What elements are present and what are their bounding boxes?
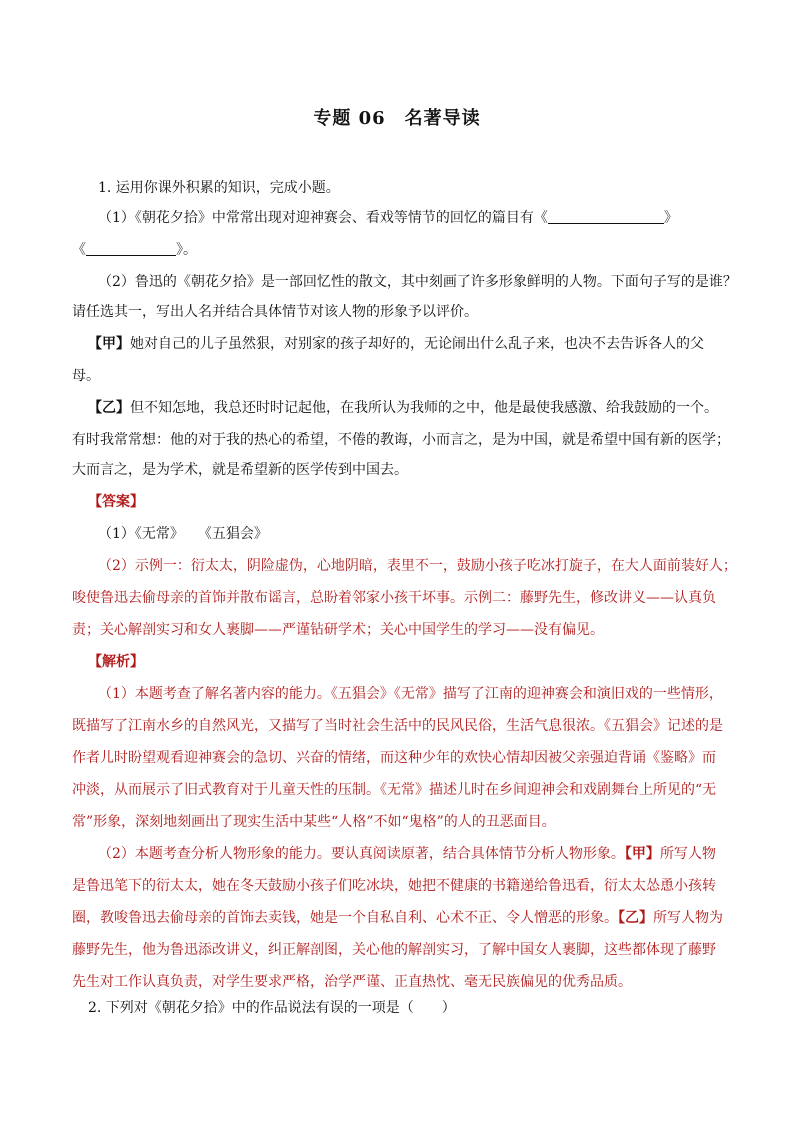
question-2-stem: 2. 下列对《朝花夕拾》中的作品说法有误的一项是（ ）: [88, 1000, 456, 1016]
yi-text: 但不知怎地，我总还时时记起他，在我所认为我师的之中，他是最使我感激、给我鼓励的一个。: [130, 400, 718, 416]
analysis-jia-label: 【甲】: [624, 846, 660, 862]
analysis-1-line-4: 冲淡，从而展示了旧式教育对于儿童天性的压制。《无常》描述儿时在乡间迎神会和戏剧舞台上所见的“无: [72, 782, 717, 798]
answer-label: 【答案】: [88, 494, 144, 510]
yi-line-1: [88, 398, 748, 418]
jia-line-1: [88, 334, 748, 354]
analysis-2-text-c: 圈，教唆鲁迅去偷母亲的首饰去卖钱，她是一个自私自利、心术不正、令人憎恶的形象。: [72, 910, 618, 926]
analysis-2-text-a: （2）本题考查分析人物形象的能力。要认真阅读原著，结合具体情节分析人物形象。: [98, 846, 625, 862]
analysis-2-line-2: 是鲁迅笔下的衍太太，她在冬天鼓励小孩子们吃冰块，她把不健康的书籍递给鲁迅看，衍太太怂恿小孩转: [72, 878, 716, 894]
analysis-2-text-b: 所写人物: [659, 846, 716, 862]
question-1-part-2-line-2: 请任选其一，写出人名并结合具体情节对该人物的形象予以评价。: [72, 304, 478, 320]
analysis-2-line-5: 先生对工作认真负责，对学生要求严格，治学严谨、正直热忱、毫无民族偏见的优秀品质。: [72, 974, 632, 990]
part-1-close: 》: [663, 210, 678, 226]
part-1-end: 》。: [176, 242, 197, 258]
analysis-2-text-d: 所写人物为: [653, 910, 723, 926]
analysis-2-line-1: [98, 844, 758, 864]
yi-line-3: 大而言之，是为学术，就是希望新的医学传到中国去。: [72, 462, 408, 478]
question-1-part-1-line-1: [98, 208, 758, 228]
answer-1: （1）《无常》 《五猖会》: [98, 526, 268, 542]
question-1-stem: 1. 运用你课外积累的知识，完成小题。: [98, 180, 340, 196]
part-1-open: 《: [72, 242, 86, 258]
jia-label: 【甲】: [88, 336, 130, 352]
part-1-text: （1）《朝花夕拾》中常常出现对迎神赛会、看戏等情节的回忆的篇目有《: [98, 210, 548, 226]
answer-blank-1[interactable]: [548, 209, 664, 224]
answer-2-line-3: 责；关心解剖实习和女人裹脚——严谨钻研学术；关心中国学生的学习——没有偏见。: [72, 622, 604, 638]
yi-label: 【乙】: [88, 400, 130, 416]
analysis-1-line-3: 作者儿时盼望观看迎神赛会的急切、兴奋的情绪，而这种少年的欢快心情却因被父亲强迫背诵《鉴略》而: [72, 750, 716, 766]
yi-line-2: 有时我常常想：他的对于我的热心的希望，不倦的教诲，小而言之，是为中国，就是希望中国有新的医学；: [72, 432, 730, 448]
question-1-part-1-line-2: [72, 240, 732, 260]
jia-text: 她对自己的儿子虽然狠，对别家的孩子却好的，无论闹出什么乱子来，也决不去告诉各人的父: [130, 336, 704, 352]
analysis-1-line-1: （1）本题考查了解名著内容的能力。《五猖会》《无常》描写了江南的迎神赛会和演旧戏的一些情形，: [98, 686, 723, 702]
analysis-2-line-4: 藤野先生，他为鲁迅添改讲义，纠正解剖图，关心他的解剖实习，了解中国女人裹脚，这些都体现了藤野: [72, 942, 716, 958]
analysis-label: 【解析】: [88, 654, 144, 670]
jia-line-2: 母。: [72, 368, 100, 384]
page-title: 专题 06 名著导读: [313, 108, 481, 129]
analysis-2-line-3: [72, 908, 732, 928]
answer-2-line-2: 唆使鲁迅去偷母亲的首饰并散布谣言，总盼着邻家小孩干坏事。示例二：藤野先生，修改讲义——认真负: [72, 590, 716, 606]
analysis-1-line-2: 既描写了江南水乡的自然风光，又描写了当时社会生活中的民风民俗，生活气息很浓。《五猖会》记述的是: [72, 718, 723, 734]
question-1-part-2-line-1: （2）鲁迅的《朝花夕拾》是一部回忆性的散文，其中刻画了许多形象鲜明的人物。下面句子写的是谁？: [98, 274, 737, 290]
analysis-yi-label: 【乙】: [618, 910, 653, 926]
answer-blank-2[interactable]: [86, 241, 176, 256]
analysis-1-line-5: 常”形象，深刻地刻画出了现实生活中某些“人格”不如“鬼格”的人的丑恶面目。: [72, 814, 556, 830]
answer-2-line-1: （2）示例一：衍太太，阴险虚伪，心地阴暗，表里不一，鼓励小孩子吃冰打旋子，在大人面前装好人；: [98, 558, 737, 574]
